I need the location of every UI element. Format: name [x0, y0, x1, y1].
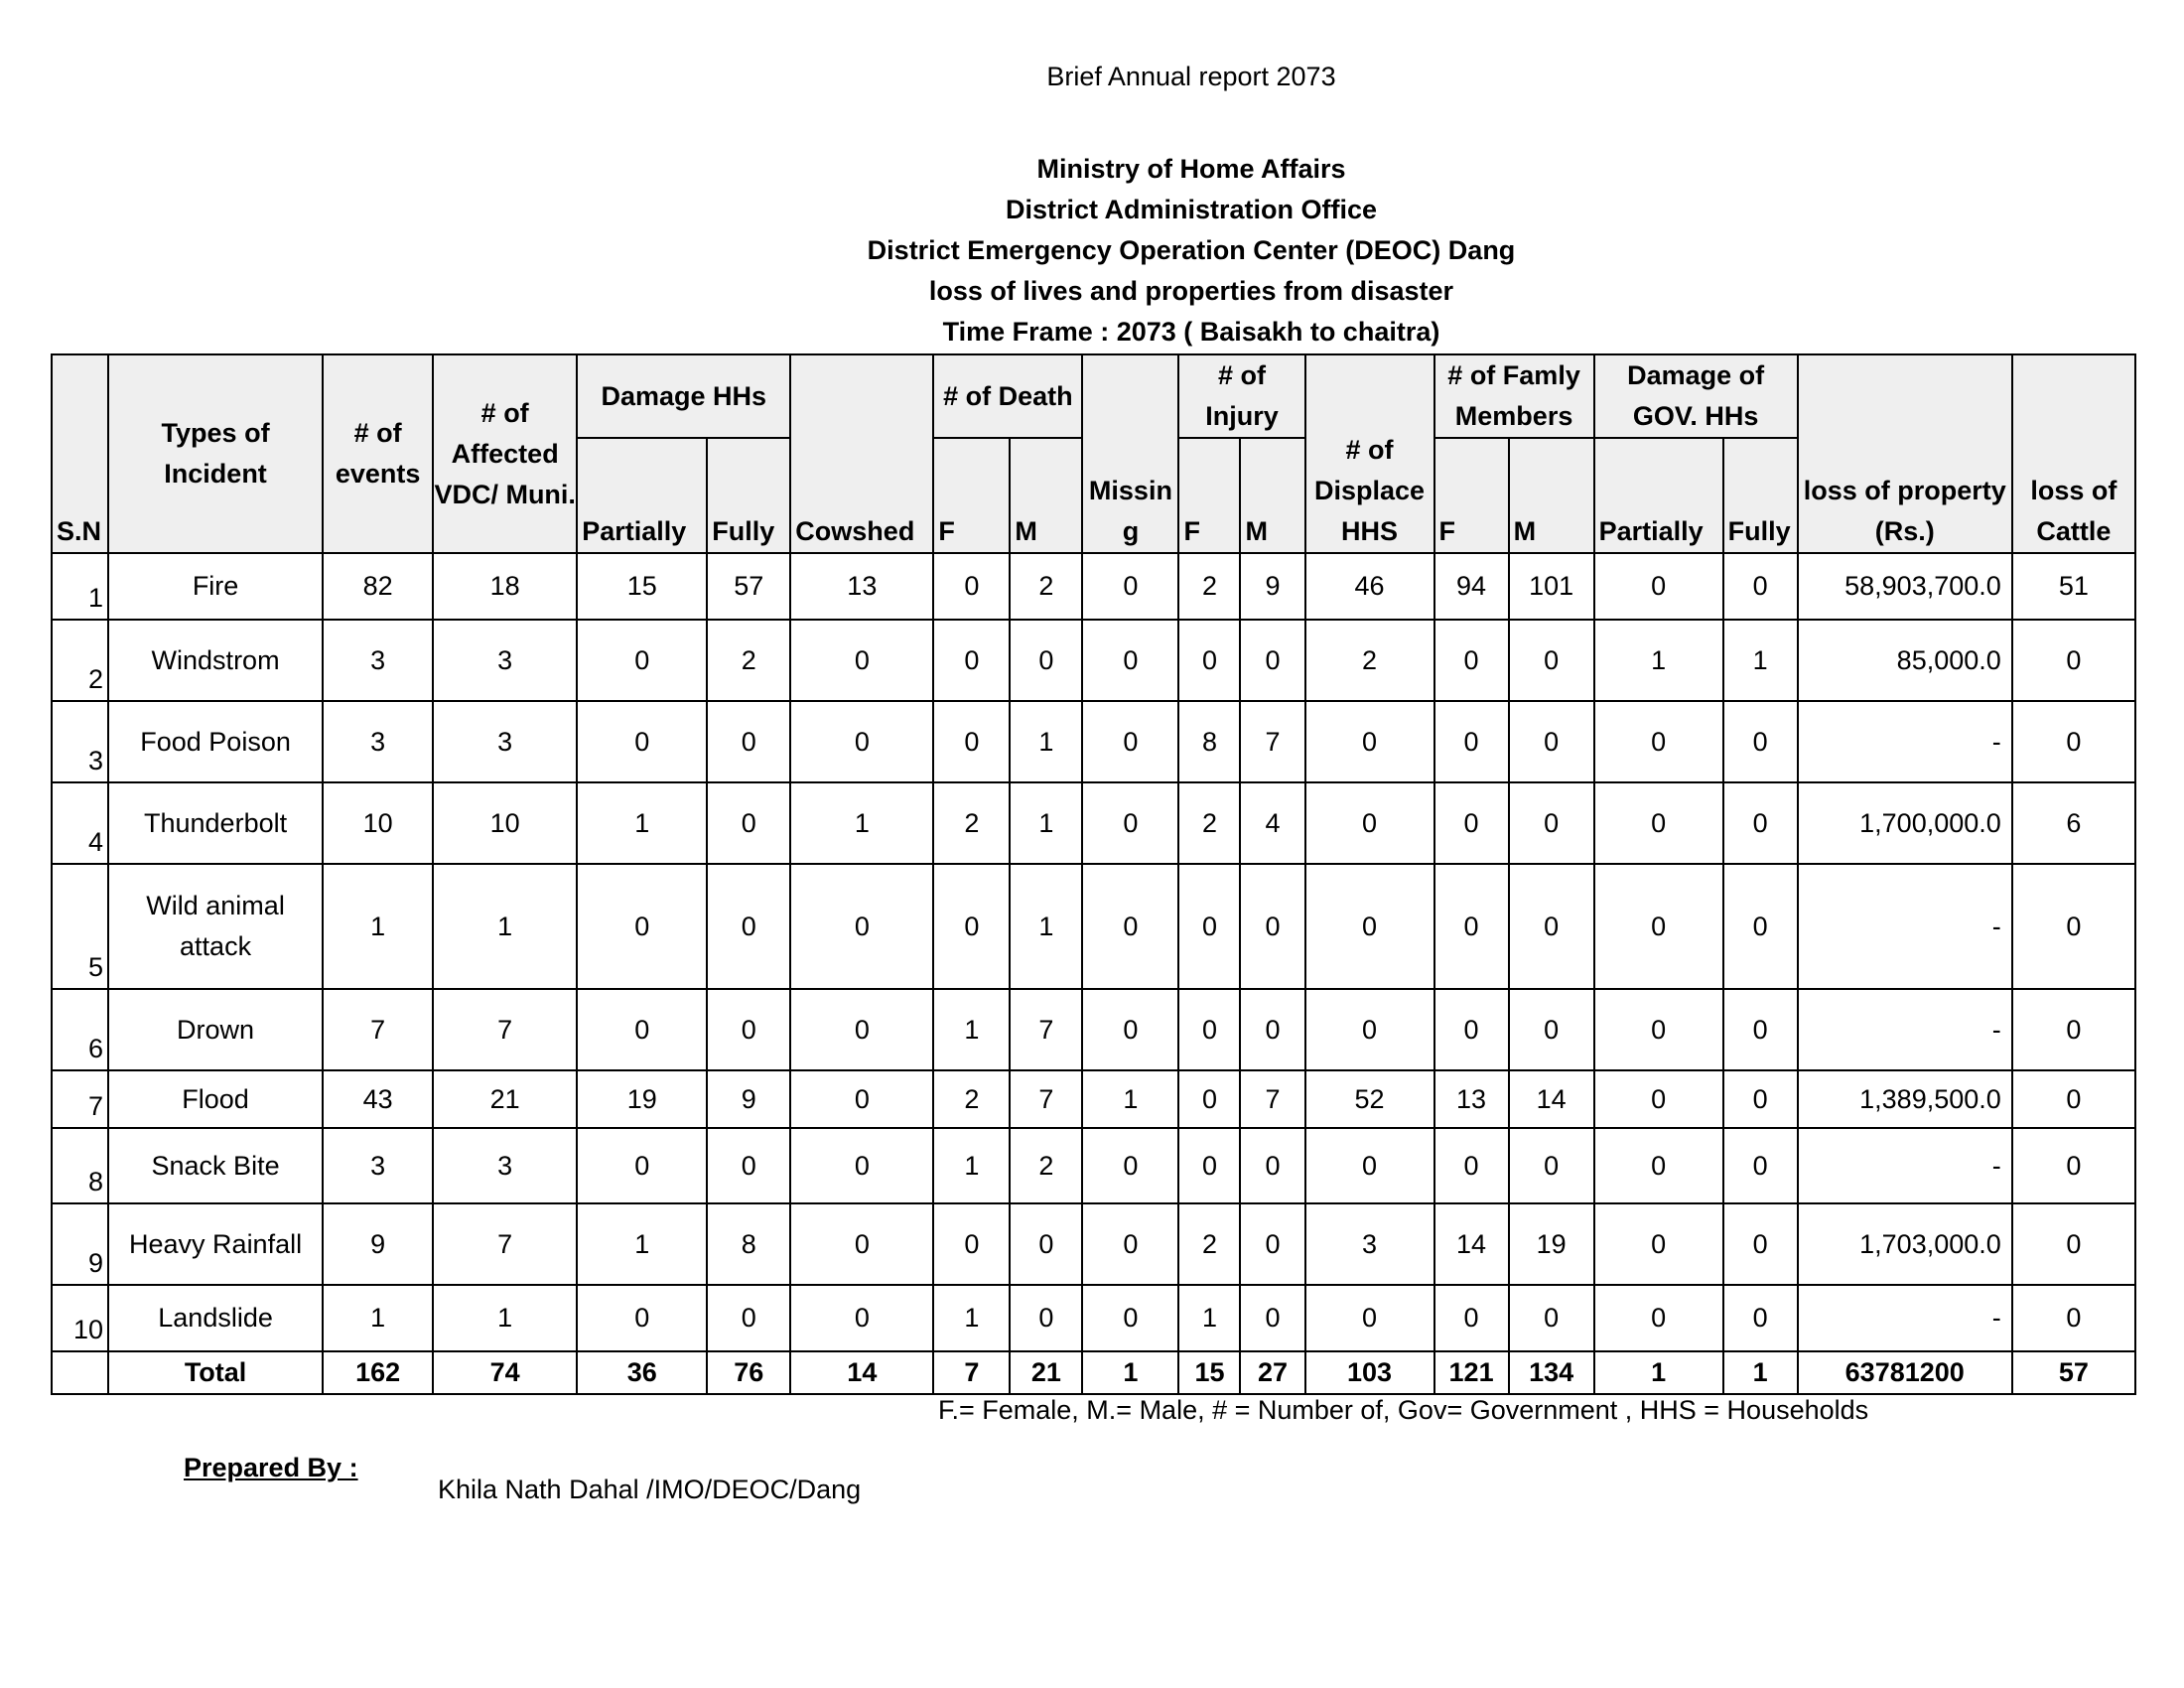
cell-sn: 6: [52, 989, 108, 1070]
cell-loss-property: -: [1798, 1128, 2012, 1203]
cell-displace: 2: [1305, 620, 1434, 701]
cell-family-m: 0: [1509, 1128, 1594, 1203]
cell-family-m: 0: [1509, 864, 1594, 989]
cell-type: Fire: [108, 553, 323, 620]
cell-death-m: 2: [1010, 553, 1082, 620]
cell-loss-cattle: 0: [2012, 1203, 2135, 1285]
cell-family-m: 0: [1509, 989, 1594, 1070]
total-injury-f: 15: [1178, 1351, 1240, 1394]
cell-missing: 1: [1082, 1070, 1178, 1128]
header-family-f: F: [1434, 438, 1509, 553]
cell-gov-partially: 0: [1594, 553, 1723, 620]
cell-sn: 2: [52, 620, 108, 701]
total-events: 162: [323, 1351, 433, 1394]
total-damage-partially: 36: [577, 1351, 707, 1394]
cell-cowshed: 1: [790, 782, 933, 864]
header-cowshed-blank: [790, 354, 933, 438]
cell-family-f: 0: [1434, 620, 1509, 701]
total-family-f: 121: [1434, 1351, 1509, 1394]
cell-missing: 0: [1082, 1203, 1178, 1285]
cell-sn: 5: [52, 864, 108, 989]
cell-death-f: 0: [933, 620, 1010, 701]
cell-loss-cattle: 0: [2012, 1128, 2135, 1203]
cell-displace: 0: [1305, 701, 1434, 782]
header-damage-hhs: Damage HHs: [577, 354, 790, 438]
cell-family-f: 0: [1434, 782, 1509, 864]
cell-events: 1: [323, 864, 433, 989]
table-row: [52, 620, 2135, 701]
table-row: [52, 1128, 2135, 1203]
cell-death-f: 1: [933, 1285, 1010, 1351]
footnote: F.= Female, M.= Male, # = Number of, Gov= Government , HHS = Households: [938, 1395, 1869, 1425]
header-cowshed: Cowshed: [790, 438, 933, 553]
cell-death-f: 0: [933, 864, 1010, 989]
total-death-f: 7: [933, 1351, 1010, 1394]
cell-death-m: 1: [1010, 782, 1082, 864]
cell-loss-property: -: [1798, 989, 2012, 1070]
cell-injury-m: 0: [1240, 1285, 1304, 1351]
total-gov-partially: 1: [1594, 1351, 1723, 1394]
total-death-m: 21: [1010, 1351, 1082, 1394]
total-injury-m: 27: [1240, 1351, 1304, 1394]
cell-death-m: 2: [1010, 1128, 1082, 1203]
cell-damage-partially: 1: [577, 782, 707, 864]
cell-gov-fully: 0: [1723, 553, 1798, 620]
cell-damage-partially: 0: [577, 1128, 707, 1203]
cell-displace: 0: [1305, 1128, 1434, 1203]
prepared-by-label: Prepared By :: [184, 1453, 358, 1482]
header-types-of-incident: Types of Incident: [108, 354, 323, 553]
cell-family-f: 0: [1434, 989, 1509, 1070]
header-gov-partially: Partially: [1594, 438, 1723, 553]
cell-affected: 3: [433, 1128, 577, 1203]
cell-affected: 7: [433, 989, 577, 1070]
table-row: [52, 989, 2135, 1070]
table-row: [52, 1203, 2135, 1285]
cell-gov-fully: 0: [1723, 989, 1798, 1070]
cell-gov-partially: 0: [1594, 1285, 1723, 1351]
cell-injury-f: 0: [1178, 1070, 1240, 1128]
cell-damage-partially: 1: [577, 1203, 707, 1285]
header-sn: S.N: [52, 354, 108, 553]
cell-loss-cattle: 0: [2012, 1070, 2135, 1128]
header-family-m: M: [1509, 438, 1594, 553]
cell-loss-cattle: 51: [2012, 553, 2135, 620]
cell-affected: 21: [433, 1070, 577, 1128]
header-damage-fully: Fully: [707, 438, 790, 553]
header-damage-partially: Partially: [577, 438, 707, 553]
cell-loss-cattle: 6: [2012, 782, 2135, 864]
cell-family-f: 0: [1434, 864, 1509, 989]
cell-type: Snack Bite: [108, 1128, 323, 1203]
cell-missing: 0: [1082, 864, 1178, 989]
cell-injury-m: 7: [1240, 1070, 1304, 1128]
header-family-members: # of Famly Members: [1434, 354, 1594, 438]
cell-death-f: 1: [933, 1128, 1010, 1203]
cell-type: Windstrom: [108, 620, 323, 701]
cell-loss-cattle: 0: [2012, 1285, 2135, 1351]
cell-injury-m: 0: [1240, 1203, 1304, 1285]
cell-missing: 0: [1082, 989, 1178, 1070]
cell-damage-fully: 8: [707, 1203, 790, 1285]
cell-injury-f: 0: [1178, 1128, 1240, 1203]
total-family-m: 134: [1509, 1351, 1594, 1394]
header-events: # of events: [323, 354, 433, 553]
total-damage-fully: 76: [707, 1351, 790, 1394]
total-displace: 103: [1305, 1351, 1434, 1394]
header-injury: # of Injury: [1178, 354, 1304, 438]
cell-events: 1: [323, 1285, 433, 1351]
prepared-by-name: Khila Nath Dahal /IMO/DEOC/Dang: [438, 1475, 862, 1504]
header-missing: Missin g: [1082, 354, 1178, 553]
total-loss-property: 63781200: [1798, 1351, 2012, 1394]
cell-death-f: 1: [933, 989, 1010, 1070]
header-injury-m: M: [1240, 438, 1304, 553]
cell-loss-property: 1,703,000.0: [1798, 1203, 2012, 1285]
cell-death-m: 1: [1010, 701, 1082, 782]
cell-gov-fully: 0: [1723, 701, 1798, 782]
cell-damage-partially: 19: [577, 1070, 707, 1128]
cell-gov-partially: 0: [1594, 1070, 1723, 1128]
cell-gov-partially: 0: [1594, 864, 1723, 989]
cell-injury-m: 0: [1240, 864, 1304, 989]
header-gov-fully: Fully: [1723, 438, 1798, 553]
cell-events: 43: [323, 1070, 433, 1128]
cell-affected: 3: [433, 701, 577, 782]
cell-loss-cattle: 0: [2012, 701, 2135, 782]
table-row: [52, 553, 2135, 620]
cell-gov-fully: 0: [1723, 1070, 1798, 1128]
cell-injury-m: 0: [1240, 1128, 1304, 1203]
cell-damage-partially: 0: [577, 701, 707, 782]
total-sn: [52, 1351, 108, 1394]
table-row: [52, 864, 2135, 989]
cell-damage-fully: 0: [707, 782, 790, 864]
cell-cowshed: 13: [790, 553, 933, 620]
cell-injury-f: 2: [1178, 1203, 1240, 1285]
cell-death-f: 2: [933, 782, 1010, 864]
cell-loss-cattle: 0: [2012, 864, 2135, 989]
cell-displace: 0: [1305, 1285, 1434, 1351]
cell-loss-cattle: 0: [2012, 620, 2135, 701]
header-affected-vdc: # of Affected VDC/ Muni.: [433, 354, 577, 553]
cell-family-f: 0: [1434, 701, 1509, 782]
cell-type: Food Poison: [108, 701, 323, 782]
cell-sn: 7: [52, 1070, 108, 1128]
cell-injury-f: 0: [1178, 864, 1240, 989]
cell-death-m: 7: [1010, 989, 1082, 1070]
total-loss-cattle: 57: [2012, 1351, 2135, 1394]
cell-family-m: 0: [1509, 620, 1594, 701]
cell-family-m: 0: [1509, 782, 1594, 864]
header-gov-hhs: Damage of GOV. HHs: [1594, 354, 1798, 438]
cell-family-f: 94: [1434, 553, 1509, 620]
cell-events: 82: [323, 553, 433, 620]
header-displace-hhs: # of Displace HHS: [1305, 354, 1434, 553]
cell-missing: 0: [1082, 701, 1178, 782]
header-death-m: M: [1010, 438, 1082, 553]
cell-death-f: 0: [933, 553, 1010, 620]
cell-death-m: 7: [1010, 1070, 1082, 1128]
cell-damage-fully: 0: [707, 1128, 790, 1203]
cell-damage-partially: 0: [577, 989, 707, 1070]
cell-family-f: 0: [1434, 1128, 1509, 1203]
cell-loss-cattle: 0: [2012, 989, 2135, 1070]
cell-loss-property: 58,903,700.0: [1798, 553, 2012, 620]
cell-type: Landslide: [108, 1285, 323, 1351]
report-title: Brief Annual report 2073: [1046, 62, 1336, 91]
cell-displace: 0: [1305, 782, 1434, 864]
heading-subject: loss of lives and properties from disaster: [928, 276, 1454, 306]
cell-events: 9: [323, 1203, 433, 1285]
cell-cowshed: 0: [790, 864, 933, 989]
cell-events: 3: [323, 701, 433, 782]
cell-injury-f: 2: [1178, 782, 1240, 864]
cell-displace: 46: [1305, 553, 1434, 620]
cell-damage-partially: 15: [577, 553, 707, 620]
cell-cowshed: 0: [790, 989, 933, 1070]
cell-loss-property: -: [1798, 1285, 2012, 1351]
cell-missing: 0: [1082, 1285, 1178, 1351]
cell-loss-property: -: [1798, 864, 2012, 989]
header-loss-property: loss of property (Rs.): [1798, 354, 2012, 553]
cell-sn: 10: [52, 1285, 108, 1351]
cell-family-m: 19: [1509, 1203, 1594, 1285]
cell-death-f: 0: [933, 1203, 1010, 1285]
cell-missing: 0: [1082, 620, 1178, 701]
cell-damage-partially: 0: [577, 1285, 707, 1351]
total-missing: 1: [1082, 1351, 1178, 1394]
cell-injury-f: 0: [1178, 620, 1240, 701]
cell-gov-fully: 1: [1723, 620, 1798, 701]
header-injury-f: F: [1178, 438, 1240, 553]
total-type: Total: [108, 1351, 323, 1394]
cell-damage-fully: 0: [707, 1285, 790, 1351]
cell-type: Wild animal attack: [108, 864, 323, 989]
cell-loss-property: -: [1798, 701, 2012, 782]
cell-cowshed: 0: [790, 1285, 933, 1351]
cell-injury-m: 4: [1240, 782, 1304, 864]
cell-death-m: 0: [1010, 620, 1082, 701]
cell-family-m: 0: [1509, 1285, 1594, 1351]
cell-injury-m: 7: [1240, 701, 1304, 782]
cell-damage-fully: 0: [707, 864, 790, 989]
header-death-f: F: [933, 438, 1010, 553]
cell-injury-f: 2: [1178, 553, 1240, 620]
header-loss-cattle: loss of Cattle: [2012, 354, 2135, 553]
cell-affected: 7: [433, 1203, 577, 1285]
cell-displace: 52: [1305, 1070, 1434, 1128]
cell-loss-property: 85,000.0: [1798, 620, 2012, 701]
cell-injury-m: 0: [1240, 989, 1304, 1070]
heading-office: District Administration Office: [1005, 195, 1378, 224]
cell-death-m: 0: [1010, 1285, 1082, 1351]
heading-center: District Emergency Operation Center (DEOC) Dang: [867, 235, 1516, 265]
cell-gov-partially: 0: [1594, 701, 1723, 782]
cell-type: Drown: [108, 989, 323, 1070]
heading-time-frame: Time Frame : 2073 ( Baisakh to chaitra): [942, 317, 1440, 347]
cell-damage-fully: 9: [707, 1070, 790, 1128]
cell-events: 7: [323, 989, 433, 1070]
cell-displace: 0: [1305, 989, 1434, 1070]
cell-sn: 8: [52, 1128, 108, 1203]
total-row: [52, 1351, 2135, 1394]
cell-missing: 0: [1082, 553, 1178, 620]
heading-ministry: Ministry of Home Affairs: [1036, 154, 1346, 184]
cell-events: 3: [323, 1128, 433, 1203]
cell-loss-property: 1,389,500.0: [1798, 1070, 2012, 1128]
cell-cowshed: 0: [790, 1070, 933, 1128]
cell-injury-m: 0: [1240, 620, 1304, 701]
cell-gov-partially: 1: [1594, 620, 1723, 701]
table-row: [52, 1070, 2135, 1128]
total-cowshed: 14: [790, 1351, 933, 1394]
table-row: [52, 701, 2135, 782]
cell-affected: 10: [433, 782, 577, 864]
cell-family-m: 14: [1509, 1070, 1594, 1128]
table-row: [52, 1285, 2135, 1351]
cell-damage-partially: 0: [577, 620, 707, 701]
cell-affected: 1: [433, 864, 577, 989]
cell-injury-f: 8: [1178, 701, 1240, 782]
cell-displace: 3: [1305, 1203, 1434, 1285]
cell-death-m: 0: [1010, 1203, 1082, 1285]
cell-gov-fully: 0: [1723, 1285, 1798, 1351]
cell-gov-partially: 0: [1594, 782, 1723, 864]
cell-damage-fully: 57: [707, 553, 790, 620]
cell-damage-partially: 0: [577, 864, 707, 989]
cell-sn: 9: [52, 1203, 108, 1285]
cell-gov-fully: 0: [1723, 782, 1798, 864]
cell-family-f: 14: [1434, 1203, 1509, 1285]
cell-damage-fully: 0: [707, 989, 790, 1070]
cell-cowshed: 0: [790, 701, 933, 782]
cell-affected: 18: [433, 553, 577, 620]
cell-affected: 3: [433, 620, 577, 701]
cell-sn: 4: [52, 782, 108, 864]
cell-gov-partially: 0: [1594, 989, 1723, 1070]
cell-sn: 1: [52, 553, 108, 620]
cell-death-m: 1: [1010, 864, 1082, 989]
cell-cowshed: 0: [790, 620, 933, 701]
cell-loss-property: 1,700,000.0: [1798, 782, 2012, 864]
disaster-loss-table: [51, 353, 2136, 1395]
header-death: # of Death: [933, 354, 1082, 438]
total-gov-fully: 1: [1723, 1351, 1798, 1394]
cell-injury-f: 0: [1178, 989, 1240, 1070]
cell-type: Flood: [108, 1070, 323, 1128]
cell-gov-fully: 0: [1723, 1128, 1798, 1203]
cell-family-m: 101: [1509, 553, 1594, 620]
cell-missing: 0: [1082, 782, 1178, 864]
cell-family-f: 13: [1434, 1070, 1509, 1128]
cell-family-f: 0: [1434, 1285, 1509, 1351]
cell-gov-partially: 0: [1594, 1203, 1723, 1285]
cell-events: 10: [323, 782, 433, 864]
total-affected: 74: [433, 1351, 577, 1394]
cell-family-m: 0: [1509, 701, 1594, 782]
cell-gov-fully: 0: [1723, 864, 1798, 989]
table-row: [52, 782, 2135, 864]
cell-displace: 0: [1305, 864, 1434, 989]
cell-events: 3: [323, 620, 433, 701]
cell-missing: 0: [1082, 1128, 1178, 1203]
cell-cowshed: 0: [790, 1128, 933, 1203]
report-heading: [794, 149, 1588, 352]
cell-damage-fully: 0: [707, 701, 790, 782]
cell-death-f: 0: [933, 701, 1010, 782]
cell-injury-f: 1: [1178, 1285, 1240, 1351]
cell-gov-partially: 0: [1594, 1128, 1723, 1203]
cell-affected: 1: [433, 1285, 577, 1351]
cell-gov-fully: 0: [1723, 1203, 1798, 1285]
cell-type: Thunderbolt: [108, 782, 323, 864]
cell-sn: 3: [52, 701, 108, 782]
cell-damage-fully: 2: [707, 620, 790, 701]
cell-cowshed: 0: [790, 1203, 933, 1285]
cell-injury-m: 9: [1240, 553, 1304, 620]
cell-type: Heavy Rainfall: [108, 1203, 323, 1285]
cell-death-f: 2: [933, 1070, 1010, 1128]
